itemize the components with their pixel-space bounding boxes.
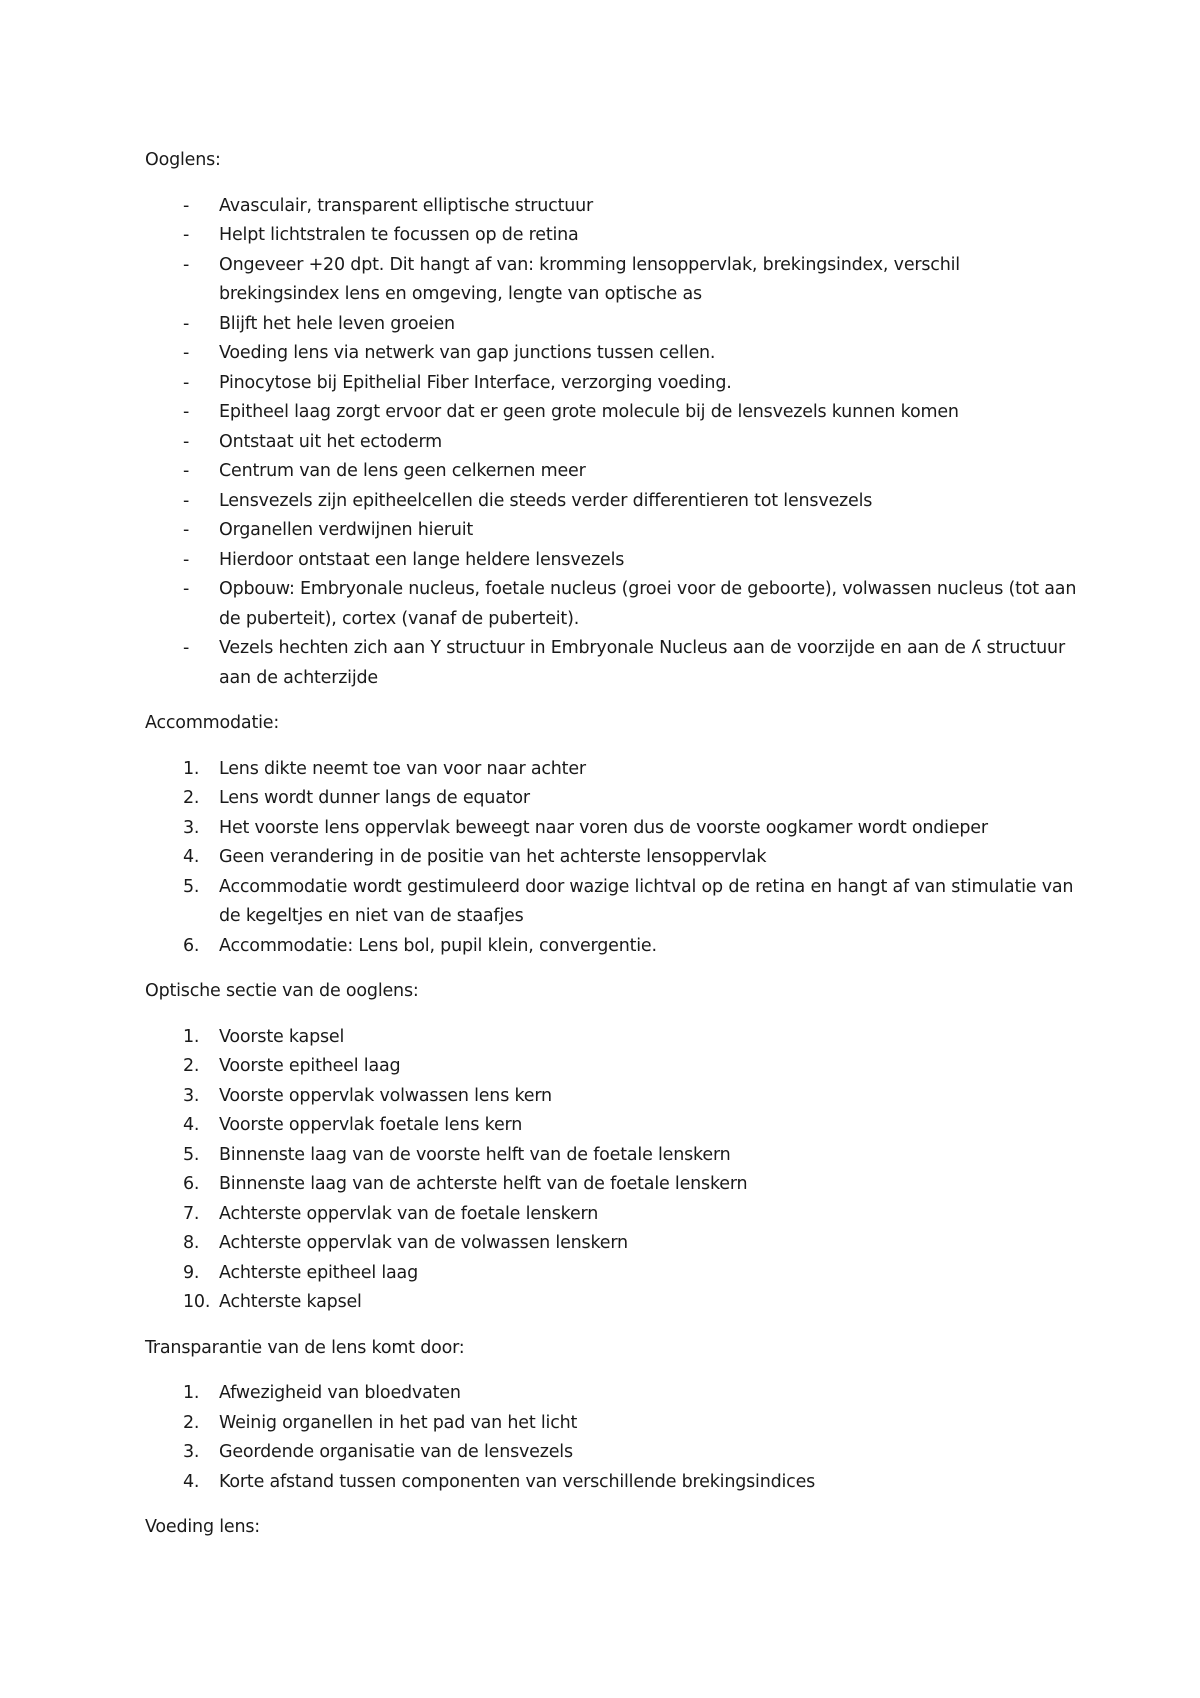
list-item: [145, 192, 1085, 222]
list-number: 4.: [183, 847, 200, 867]
spacer: [145, 176, 1085, 192]
list-item-text: Accommodatie: Lens bol, pupil klein, convergentie.: [219, 935, 657, 956]
list-item: [145, 457, 1085, 487]
list-item-text: Geordende organisatie van de lensvezels: [219, 1442, 573, 1462]
list-number: 7.: [183, 1203, 200, 1224]
dash-bullet: -: [183, 490, 190, 511]
list-item-text: Avasculair, transparent elliptische structuur: [219, 195, 594, 216]
list-item: [145, 1379, 1085, 1409]
dash-bullet: -: [183, 520, 190, 540]
list-item-text: Weinig organellen in het pad van het licht: [219, 1412, 578, 1433]
spacer: [145, 1318, 1085, 1334]
list-item: [145, 428, 1085, 458]
list-item: [145, 221, 1085, 251]
list-item-text: Ongeveer +20 dpt. Dit hangt af van: kromming lensoppervlak, brekingsindex, verschil brekingsindex lens en omgeving, lengte van optische as: [219, 254, 960, 304]
list-item-text: Achterste kapsel: [219, 1292, 362, 1312]
list-number: 4.: [183, 1115, 200, 1135]
list-item: [145, 310, 1085, 340]
list-item-text: Voorste kapsel: [219, 1026, 345, 1047]
section-heading: Optische sectie van de ooglens:: [145, 981, 419, 1001]
list-item-text: Lensvezels zijn epitheelcellen die steeds verder differentieren tot lensvezels: [219, 490, 873, 511]
list-number: 5.: [183, 876, 200, 897]
list-item-text: Accommodatie wordt gestimuleerd door wazige lichtval op de retina en hangt af van stimulatie van de kegeltjes en niet van de staafjes: [219, 876, 1074, 926]
section-heading: Ooglens:: [145, 150, 221, 170]
numbered-list: [145, 1379, 1085, 1497]
spacer: [145, 739, 1085, 755]
list-number: 1.: [183, 1026, 200, 1047]
list-item: [145, 575, 1085, 634]
dash-bullet: -: [183, 431, 190, 452]
list-number: 2.: [183, 788, 200, 808]
list-item-text: Korte afstand tussen componenten van verschillende brekingsindices: [219, 1471, 816, 1492]
list-item-text: Pinocytose bij Epithelial Fiber Interface, verzorging voeding.: [219, 372, 732, 393]
list-number: 6.: [183, 1174, 200, 1194]
list-item: [145, 1082, 1085, 1112]
list-item: [145, 1288, 1085, 1318]
list-number: 1.: [183, 1383, 200, 1403]
list-item: [145, 814, 1085, 844]
spacer: [145, 961, 1085, 977]
list-item-text: Het voorste lens oppervlak beweegt naar voren dus de voorste oogkamer wordt ondieper: [219, 817, 988, 838]
list-item: [145, 1229, 1085, 1259]
section-heading: Transparantie van de lens komt door:: [145, 1337, 465, 1358]
list-item-text: Organellen verdwijnen hieruit: [219, 520, 474, 540]
list-item: [145, 873, 1085, 932]
section-heading: Accommodatie:: [145, 713, 280, 733]
list-item-text: Achterste oppervlak van de volwassen lenskern: [219, 1233, 628, 1253]
list-number: 3.: [183, 1442, 200, 1462]
list-item-text: Afwezigheid van bloedvaten: [219, 1383, 461, 1403]
list-item-text: Voorste epitheel laag: [219, 1056, 401, 1076]
list-item: [145, 1438, 1085, 1468]
list-item-text: Blijft het hele leven groeien: [219, 313, 455, 334]
list-item-text: Helpt lichtstralen te focussen op de retina: [219, 225, 579, 245]
spacer: [145, 1007, 1085, 1023]
list-number: 6.: [183, 935, 200, 956]
list-number: 10.: [183, 1292, 211, 1312]
list-item: [145, 843, 1085, 873]
list-item-text: Voorste oppervlak volwassen lens kern: [219, 1085, 552, 1106]
dash-bullet: -: [183, 343, 190, 363]
list-number: 8.: [183, 1233, 200, 1253]
list-item: [145, 634, 1085, 693]
list-item: [145, 369, 1085, 399]
list-item: [145, 1052, 1085, 1082]
dash-bullet: -: [183, 461, 190, 481]
list-item-text: Voeding lens via netwerk van gap junctions tussen cellen.: [219, 343, 716, 363]
list-item: [145, 1468, 1085, 1498]
list-item-text: Binnenste laag van de achterste helft van de foetale lenskern: [219, 1174, 748, 1194]
list-item: [145, 251, 1085, 310]
list-item-text: Geen verandering in de positie van het achterste lensoppervlak: [219, 847, 767, 867]
list-number: 3.: [183, 1085, 200, 1106]
list-item-text: Centrum van de lens geen celkernen meer: [219, 461, 586, 481]
dash-bullet: -: [183, 313, 190, 334]
section-heading: Voeding lens:: [145, 1517, 260, 1537]
list-item: [145, 784, 1085, 814]
list-item-text: Lens wordt dunner langs de equator: [219, 788, 530, 808]
list-number: 1.: [183, 758, 200, 779]
list-item-text: Lens dikte neemt toe van voor naar achter: [219, 758, 586, 779]
dash-bullet: -: [183, 549, 190, 570]
list-item: [145, 1170, 1085, 1200]
list-item: [145, 932, 1085, 962]
list-item: [145, 1023, 1085, 1053]
list-item-text: Hierdoor ontstaat een lange heldere lensvezels: [219, 549, 625, 570]
list-number: 4.: [183, 1471, 200, 1492]
list-item: [145, 1259, 1085, 1289]
list-item-text: Ontstaat uit het ectoderm: [219, 431, 443, 452]
document-body: [145, 146, 1085, 1543]
list-item: [145, 339, 1085, 369]
list-item-text: Epitheel laag zorgt ervoor dat er geen grote molecule bij de lensvezels kunnen komen: [219, 402, 959, 422]
dash-bullet: -: [183, 638, 190, 658]
list-item: [145, 1141, 1085, 1171]
list-item-text: Binnenste laag van de voorste helft van de foetale lenskern: [219, 1144, 731, 1165]
list-item: [145, 755, 1085, 785]
dash-bullet: -: [183, 225, 190, 245]
list-item-text: Achterste oppervlak van de foetale lenskern: [219, 1203, 599, 1224]
numbered-list: [145, 1023, 1085, 1318]
numbered-list: [145, 755, 1085, 962]
dash-bullet: -: [183, 254, 190, 275]
spacer: [145, 1497, 1085, 1513]
list-number: 9.: [183, 1262, 200, 1283]
list-item: [145, 1409, 1085, 1439]
list-number: 3.: [183, 817, 200, 838]
list-item: [145, 1111, 1085, 1141]
list-item: [145, 516, 1085, 546]
list-item: [145, 1200, 1085, 1230]
dash-bullet: -: [183, 195, 190, 216]
bullet-list: [145, 192, 1085, 694]
list-item: [145, 546, 1085, 576]
dash-bullet: -: [183, 372, 190, 393]
list-item-text: Opbouw: Embryonale nucleus, foetale nucleus (groei voor de geboorte), volwassen nucleus (tot aan de puberteit), cortex (vanaf de puberteit).: [219, 579, 1077, 629]
list-number: 2.: [183, 1056, 200, 1076]
dash-bullet: -: [183, 402, 190, 422]
list-item: [145, 398, 1085, 428]
list-item-text: Voorste oppervlak foetale lens kern: [219, 1115, 523, 1135]
spacer: [145, 1363, 1085, 1379]
list-item-text: Vezels hechten zich aan Y structuur in Embryonale Nucleus aan de voorzijde en aan de ʎ structuur aan de achterzijde: [219, 638, 1065, 688]
list-number: 5.: [183, 1144, 200, 1165]
list-number: 2.: [183, 1412, 200, 1433]
list-item-text: Achterste epitheel laag: [219, 1262, 418, 1283]
list-item: [145, 487, 1085, 517]
spacer: [145, 693, 1085, 709]
dash-bullet: -: [183, 579, 190, 599]
